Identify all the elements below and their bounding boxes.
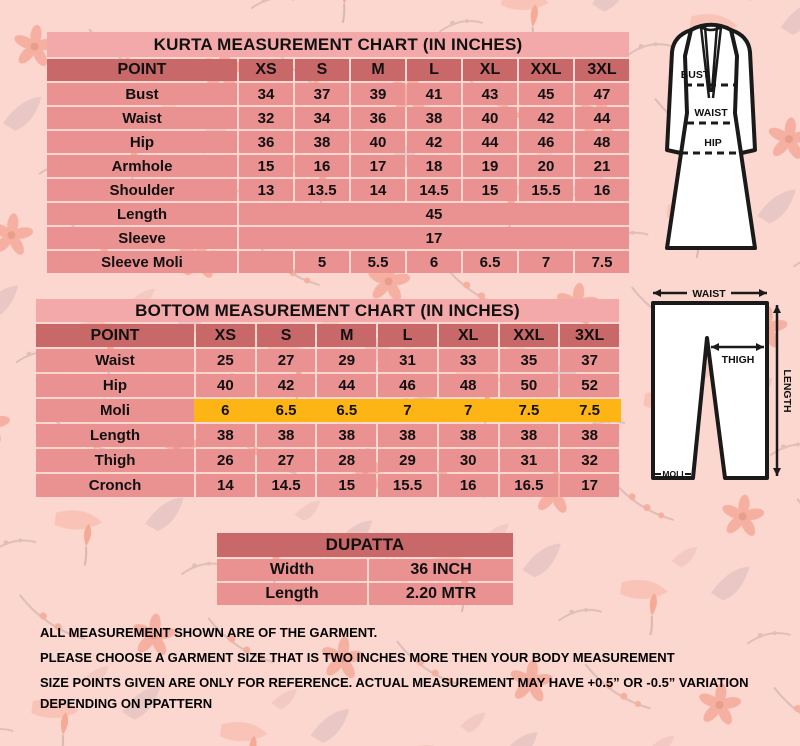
- pants-waist-label: WAIST: [692, 288, 726, 300]
- measurement-value: 7.5: [560, 399, 619, 422]
- measurement-value: 37: [560, 349, 619, 372]
- bottom-measurement-table: [34, 297, 621, 499]
- measurement-value: 19: [463, 155, 517, 177]
- measurement-value: 40: [351, 131, 405, 153]
- measurement-value: 44: [463, 131, 517, 153]
- column-header: 3XL: [575, 59, 629, 81]
- chart-title: BOTTOM MEASUREMENT CHART (IN INCHES): [36, 299, 619, 322]
- measurement-value: 42: [257, 374, 316, 397]
- measurement-value: 13.5: [295, 179, 349, 201]
- column-header: S: [257, 324, 316, 347]
- measurement-value: 46: [519, 131, 573, 153]
- pants-diagram: [637, 283, 795, 505]
- measurement-value: 38: [295, 131, 349, 153]
- column-header: POINT: [36, 324, 194, 347]
- measurement-value: 47: [575, 83, 629, 105]
- pants-outline: [653, 303, 767, 478]
- row-label: Length: [36, 424, 194, 447]
- column-header-row: [36, 324, 619, 347]
- measurement-value: [239, 251, 293, 273]
- thigh-label: THIGH: [721, 354, 755, 366]
- measurement-value: 32: [239, 107, 293, 129]
- measurement-value: 15: [239, 155, 293, 177]
- measurement-value: 38: [378, 424, 437, 447]
- measurement-value: 15: [317, 474, 376, 497]
- row-label: Waist: [47, 107, 237, 129]
- measurement-value: 42: [519, 107, 573, 129]
- row-label: Thigh: [36, 449, 194, 472]
- bust-label: BUST: [680, 69, 710, 81]
- column-header: XS: [196, 324, 255, 347]
- column-header: XXL: [500, 324, 559, 347]
- table-row: [36, 349, 619, 372]
- measurement-value: 21: [575, 155, 629, 177]
- measurement-value: 6.5: [463, 251, 517, 273]
- measurement-value: 36: [239, 131, 293, 153]
- measurement-value: 44: [317, 374, 376, 397]
- table-row: [47, 131, 629, 153]
- measurement-value: 52: [560, 374, 619, 397]
- chart-title: KURTA MEASUREMENT CHART (IN INCHES): [47, 32, 629, 57]
- measurement-value: 38: [257, 424, 316, 447]
- row-label: Length: [217, 583, 367, 605]
- bottom-measurement-chart: [34, 297, 621, 499]
- measurement-value: 41: [407, 83, 461, 105]
- measurement-value: 32: [560, 449, 619, 472]
- measurement-value: 45: [519, 83, 573, 105]
- row-label: Shoulder: [47, 179, 237, 201]
- measurement-value: 6.5: [257, 399, 316, 422]
- measurement-value: 48: [439, 374, 498, 397]
- kurta-measurement-chart: [45, 30, 631, 275]
- waist-arrowhead-right: [759, 289, 767, 297]
- row-label: Moli: [36, 399, 194, 422]
- measurement-value: 6: [407, 251, 461, 273]
- note-variation: SIZE POINTS GIVEN ARE ONLY FOR REFERENCE. ACTUAL MEASUREMENT MAY HAVE +0.5” OR -0.5” VARIATION DEPENDING ON PPATTERN: [40, 675, 749, 711]
- column-header: M: [317, 324, 376, 347]
- measurement-value: 29: [378, 449, 437, 472]
- measurement-value: 26: [196, 449, 255, 472]
- measurement-value: 50: [500, 374, 559, 397]
- row-label: Width: [217, 559, 367, 581]
- column-header: L: [378, 324, 437, 347]
- measurement-value: 34: [295, 107, 349, 129]
- measurement-value: 6: [196, 399, 255, 422]
- waist-label: WAIST: [694, 107, 728, 119]
- measurement-value: 29: [317, 349, 376, 372]
- chart-title-row: [47, 32, 629, 57]
- measurement-value: 40: [463, 107, 517, 129]
- table-row: [47, 203, 629, 225]
- table-row: [217, 559, 513, 581]
- column-header-row: [47, 59, 629, 81]
- measurement-value: 14.5: [257, 474, 316, 497]
- row-label: Cronch: [36, 474, 194, 497]
- measurement-value: 35: [500, 349, 559, 372]
- waist-arrowhead-left: [653, 289, 661, 297]
- measurement-value: 7.5: [575, 251, 629, 273]
- measurement-value: 16.5: [500, 474, 559, 497]
- measurement-value: 7: [519, 251, 573, 273]
- row-label: Armhole: [47, 155, 237, 177]
- measurement-value: 27: [257, 449, 316, 472]
- column-header: XL: [439, 324, 498, 347]
- note-size-advice: PLEASE CHOOSE A GARMENT SIZE THAT IS TWO INCHES MORE THEN YOUR BODY MEASUREMENT: [40, 650, 675, 665]
- measurement-value: 36: [351, 107, 405, 129]
- measurement-value: 33: [439, 349, 498, 372]
- dupatta-chart: [215, 531, 515, 607]
- row-label: Waist: [36, 349, 194, 372]
- measurement-value: 25: [196, 349, 255, 372]
- measurement-value: 28: [317, 449, 376, 472]
- measurement-value: 14: [351, 179, 405, 201]
- column-header: XXL: [519, 59, 573, 81]
- measurement-value: 14: [196, 474, 255, 497]
- measurement-value: 43: [463, 83, 517, 105]
- measurement-value: 38: [500, 424, 559, 447]
- row-label: Hip: [47, 131, 237, 153]
- length-arrowhead-bottom: [773, 468, 781, 476]
- table-row: [36, 374, 619, 397]
- length-arrowhead-top: [773, 305, 781, 313]
- measurement-value: 40: [196, 374, 255, 397]
- measurement-value: 13: [239, 179, 293, 201]
- hip-label: HIP: [704, 137, 722, 149]
- measurement-value: 14.5: [407, 179, 461, 201]
- measurement-value: 7: [439, 399, 498, 422]
- length-label: LENGTH: [781, 369, 793, 413]
- measurement-value: 34: [239, 83, 293, 105]
- table-row: [217, 583, 513, 605]
- chart-title-row: [36, 299, 619, 322]
- measurement-value: 31: [378, 349, 437, 372]
- row-label: Hip: [36, 374, 194, 397]
- table-row: [47, 227, 629, 249]
- measurement-value: 38: [560, 424, 619, 447]
- column-header: XS: [239, 59, 293, 81]
- measurement-value: 38: [407, 107, 461, 129]
- table-row: [47, 251, 629, 273]
- measurement-value: 7.5: [500, 399, 559, 422]
- chart-title-row: [217, 533, 513, 557]
- table-row: [36, 399, 619, 422]
- column-header: 3XL: [560, 324, 619, 347]
- kurta-measurement-table: [45, 30, 631, 275]
- measurement-value: 46: [378, 374, 437, 397]
- measurement-value: 15: [463, 179, 517, 201]
- measurement-value: 38: [196, 424, 255, 447]
- table-row: [36, 449, 619, 472]
- table-row: [47, 107, 629, 129]
- row-label: Sleeve: [47, 227, 237, 249]
- measurement-value: 16: [295, 155, 349, 177]
- table-row: [36, 424, 619, 447]
- kurta-diagram: [643, 18, 795, 258]
- measurement-value: 17: [560, 474, 619, 497]
- column-header: M: [351, 59, 405, 81]
- measurement-value: 5.5: [351, 251, 405, 273]
- table-row: [47, 155, 629, 177]
- measurement-value: 16: [575, 179, 629, 201]
- row-label: Sleeve Moli: [47, 251, 237, 273]
- column-header: L: [407, 59, 461, 81]
- measurement-value: 31: [500, 449, 559, 472]
- measurement-value: 36 INCH: [369, 559, 513, 581]
- row-label: Bust: [47, 83, 237, 105]
- measurement-value: 15.5: [519, 179, 573, 201]
- measurement-value: 38: [439, 424, 498, 447]
- dupatta-table: [215, 531, 515, 607]
- measurement-value: 30: [439, 449, 498, 472]
- moli-label: MOLI: [662, 469, 684, 479]
- column-header: XL: [463, 59, 517, 81]
- measurement-value: 48: [575, 131, 629, 153]
- measurement-value: 18: [407, 155, 461, 177]
- measurement-value: 2.20 MTR: [369, 583, 513, 605]
- measurement-value: 42: [407, 131, 461, 153]
- column-header: S: [295, 59, 349, 81]
- measurement-value: 6.5: [317, 399, 376, 422]
- table-row: [47, 83, 629, 105]
- note-garment-measurement: ALL MEASUREMENT SHOWN ARE OF THE GARMENT.: [40, 625, 378, 640]
- measurement-value: 17: [351, 155, 405, 177]
- table-row: [47, 179, 629, 201]
- measurement-value: 45: [239, 203, 629, 225]
- measurement-value: 20: [519, 155, 573, 177]
- measurement-notes: [40, 622, 788, 718]
- measurement-value: 17: [239, 227, 629, 249]
- table-row: [36, 474, 619, 497]
- column-header: POINT: [47, 59, 237, 81]
- measurement-value: 5: [295, 251, 349, 273]
- measurement-value: 38: [317, 424, 376, 447]
- measurement-value: 16: [439, 474, 498, 497]
- measurement-value: 37: [295, 83, 349, 105]
- measurement-value: 15.5: [378, 474, 437, 497]
- measurement-value: 39: [351, 83, 405, 105]
- chart-title: DUPATTA: [217, 533, 513, 557]
- measurement-value: 7: [378, 399, 437, 422]
- measurement-value: 27: [257, 349, 316, 372]
- measurement-value: 44: [575, 107, 629, 129]
- row-label: Length: [47, 203, 237, 225]
